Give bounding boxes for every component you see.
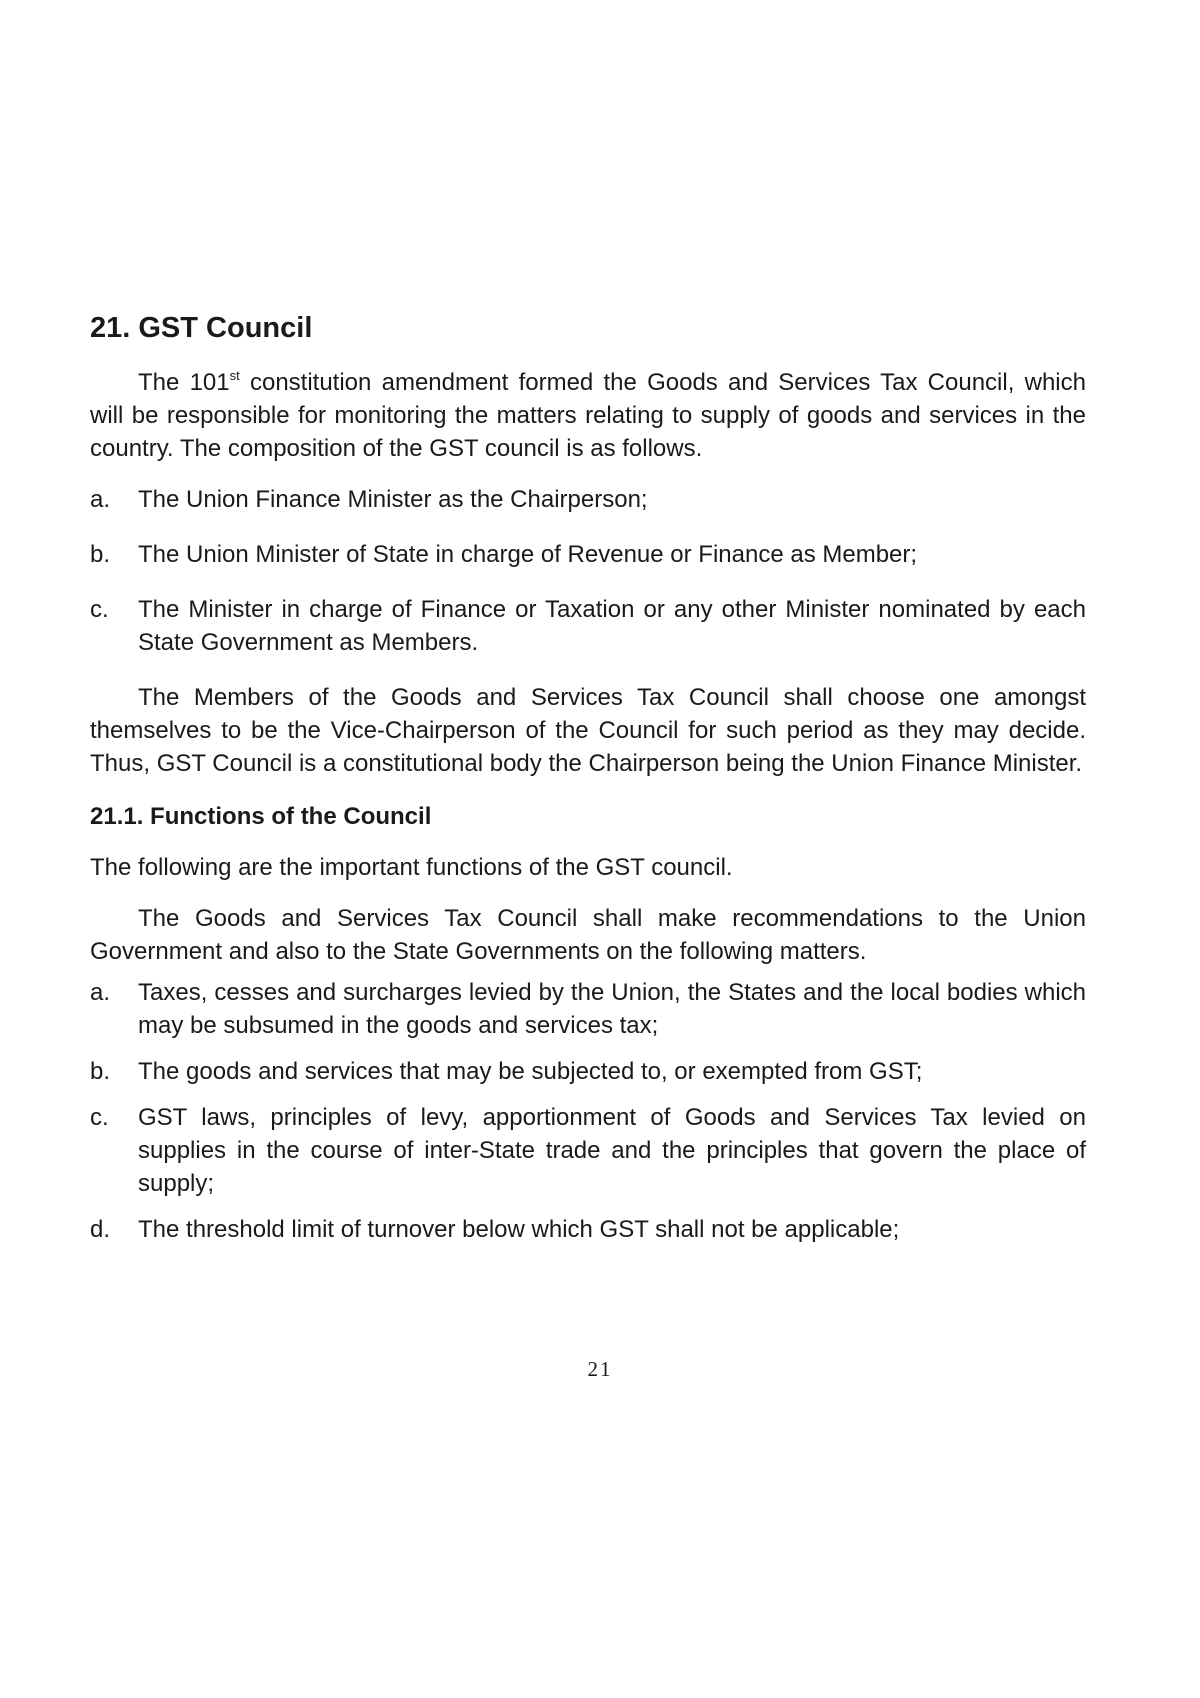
page-number: 21: [587, 1357, 613, 1381]
intro-paragraph: [90, 366, 1086, 465]
list-item: [90, 483, 1086, 516]
list-marker: d.: [90, 1216, 111, 1243]
list-item-text: The Union Finance Minister as the Chairperson;: [138, 486, 648, 513]
intro-text-start: The 101: [138, 369, 230, 396]
list-item: [90, 1101, 1086, 1200]
list-marker: c.: [90, 596, 109, 623]
list-item: [90, 1055, 1086, 1088]
composition-list: [90, 483, 1086, 659]
list-item: [90, 1213, 1086, 1246]
ordinal-superscript: st: [229, 368, 240, 383]
recommendations-paragraph: The Goods and Services Tax Council shall make recommendations to the Union Government and also to the State Governments on the following matters.: [90, 905, 1086, 965]
section-heading: 21. GST Council: [90, 312, 313, 344]
page-content: [90, 310, 1086, 1262]
list-marker: b.: [90, 541, 111, 568]
list-item-text: The goods and services that may be subjected to, or exempted from GST;: [138, 1058, 923, 1085]
list-marker: c.: [90, 1104, 109, 1131]
list-item-text: The threshold limit of turnover below which GST shall not be applicable;: [138, 1216, 900, 1243]
list-item-text: Taxes, cesses and surcharges levied by the Union, the States and the local bodies which may be subsumed in the goods and services tax;: [138, 979, 1086, 1039]
intro-text-rest: constitution amendment formed the Goods and Services Tax Council, which will be responsible for monitoring the matters relating to supply of goods and services in the country. The composition of the GST council is as follows.: [90, 369, 1086, 462]
functions-intro-paragraph: The following are the important functions of the GST council.: [90, 854, 733, 881]
list-item-text: GST laws, principles of levy, apportionment of Goods and Services Tax levied on supplies in the course of inter-State trade and the principles that govern the place of supply;: [138, 1104, 1086, 1197]
list-marker: a.: [90, 486, 111, 513]
list-marker: b.: [90, 1058, 111, 1085]
list-item: [90, 593, 1086, 659]
functions-list: [90, 976, 1086, 1246]
list-item: [90, 538, 1086, 571]
list-item-text: The Minister in charge of Finance or Taxation or any other Minister nominated by each State Government as Members.: [138, 596, 1086, 656]
vice-chair-paragraph: The Members of the Goods and Services Tax Council shall choose one amongst themselves to be the Vice-Chairperson of the Council for such period as they may decide. Thus, GST Council is a constitutional body the Chairperson being the Union Finance Minister.: [90, 684, 1086, 777]
list-item-text: The Union Minister of State in charge of Revenue or Finance as Member;: [138, 541, 918, 568]
list-marker: a.: [90, 979, 111, 1006]
list-item: [90, 976, 1086, 1042]
functions-subheading: 21.1. Functions of the Council: [90, 803, 432, 830]
